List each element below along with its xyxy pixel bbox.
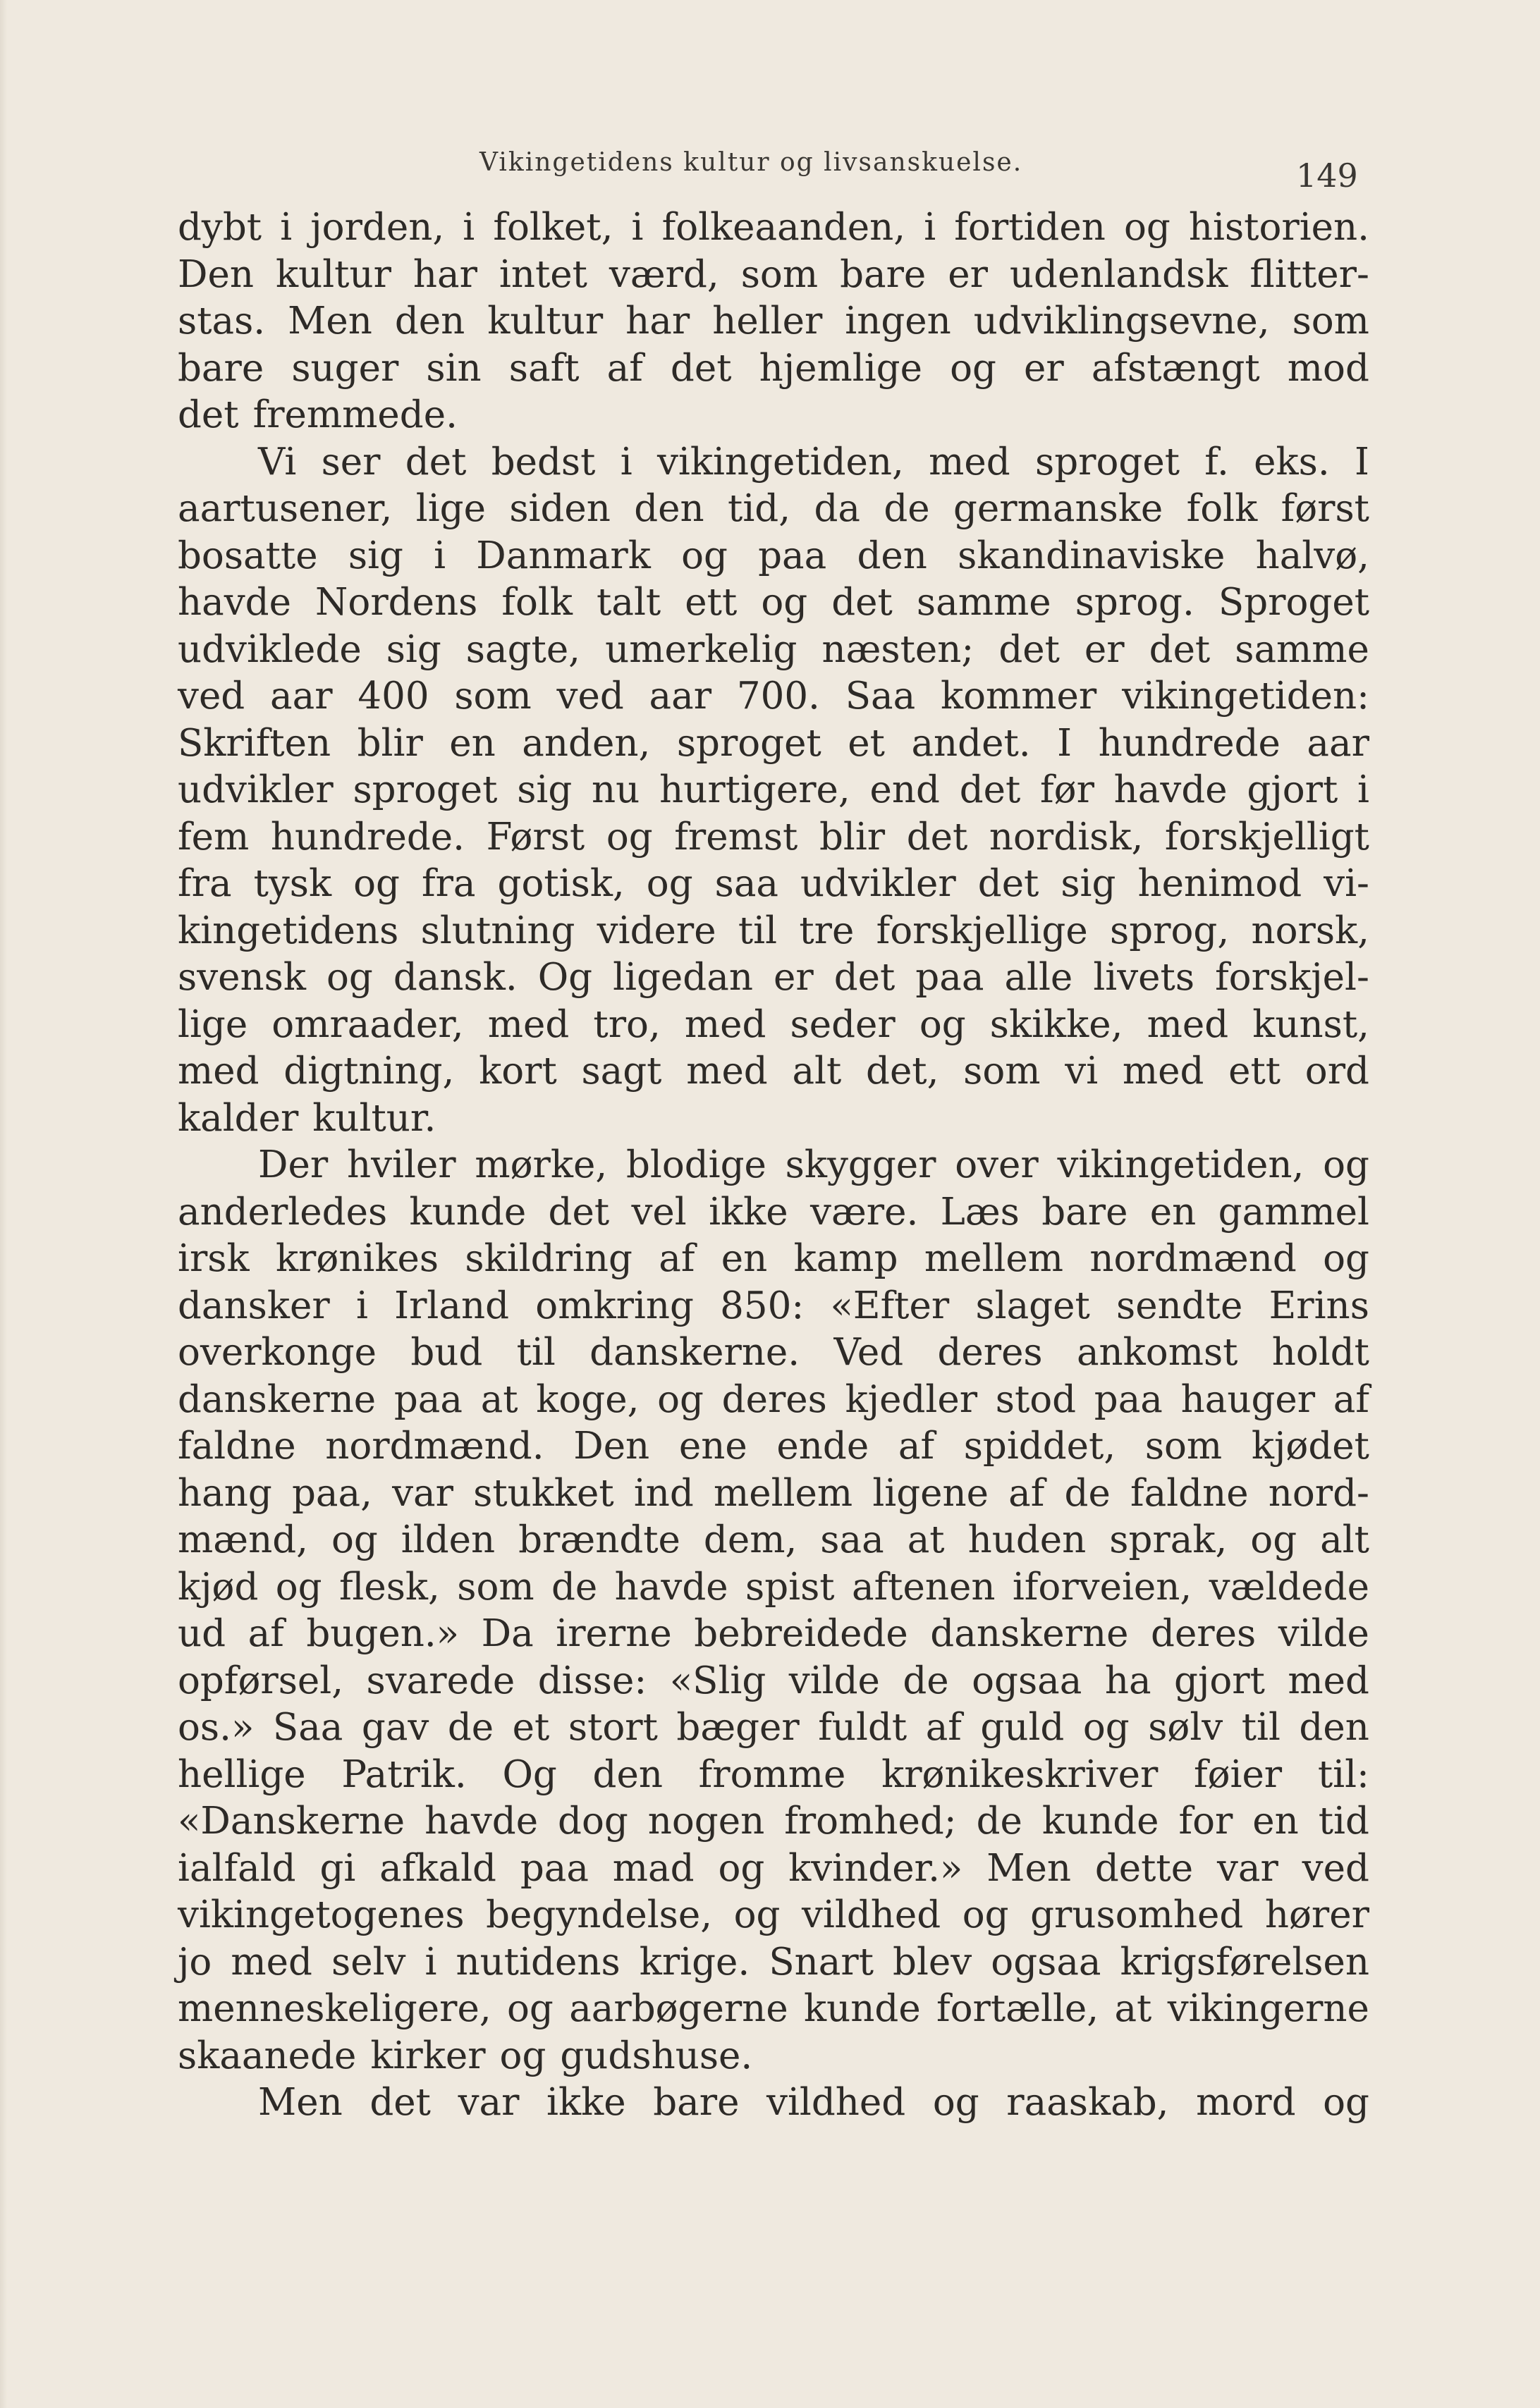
text-line: aartusener, lige siden den tid, da de germanske folk først bbox=[178, 487, 1369, 530]
paragraph bbox=[178, 204, 1369, 439]
text-line: irsk krønikes skildring af en kamp mellem nordmænd og bbox=[178, 1237, 1369, 1280]
text-line: faldne nordmænd. Den ene ende af spiddet, som kjødet bbox=[178, 1425, 1369, 1468]
text-line: anderledes kunde det vel ikke være. Læs bare en gammel bbox=[178, 1190, 1369, 1234]
text-line: mænd, og ilden brændte dem, saa at huden sprak, og alt bbox=[178, 1518, 1369, 1561]
text-line: stas. Men den kultur har heller ingen udviklingsevne, som bbox=[178, 300, 1369, 343]
text-line: menneskeligere, og aarbøgerne kunde fortælle, at vikingerne bbox=[178, 1987, 1369, 2030]
page-number: 149 bbox=[1296, 156, 1358, 195]
paragraph bbox=[178, 2080, 1369, 2127]
text-line: det fremmede. bbox=[178, 393, 458, 436]
text-line: skaanede kirker og gudshuse. bbox=[178, 2034, 753, 2077]
text-line: os.» Saa gav de et stort bæger fuldt af guld og sølv til den bbox=[178, 1706, 1369, 1749]
text-line: Der hviler mørke, blodige skygger over vikingetiden, og bbox=[258, 1143, 1369, 1186]
text-line: med digtning, kort sagt med alt det, som vi med ett ord bbox=[178, 1050, 1369, 1093]
text-line: kingetidens slutning videre til tre forskjellige sprog, norsk, bbox=[178, 909, 1369, 952]
paragraph bbox=[178, 439, 1369, 1143]
running-title: Vikingetidens kultur og livsanskuelse. bbox=[479, 148, 1023, 177]
text-line: lige omraader, med tro, med seder og skikke, med kunst, bbox=[178, 1002, 1369, 1046]
text-line: ved aar 400 som ved aar 700. Saa kommer vikingetiden: bbox=[178, 675, 1369, 718]
text-line: bosatte sig i Danmark og paa den skandinaviske halvø, bbox=[178, 534, 1369, 577]
text-line: hellige Patrik. Og den fromme krønikeskriver føier til: bbox=[178, 1752, 1369, 1796]
text-line: svensk og dansk. Og ligedan er det paa alle livets forskjel- bbox=[178, 956, 1369, 999]
body-text bbox=[178, 204, 1369, 2127]
text-line: havde Nordens folk talt ett og det samme sprog. Sproget bbox=[178, 581, 1369, 624]
text-line: overkonge bud til danskerne. Ved deres ankomst holdt bbox=[178, 1331, 1369, 1374]
text-line: udvikler sproget sig nu hurtigere, end det før havde gjort i bbox=[178, 768, 1369, 811]
text-line: Vi ser det bedst i vikingetiden, med sproget f. eks. I bbox=[258, 440, 1369, 484]
text-line: jo med selv i nutidens krige. Snart blev ogsaa krigsførelsen bbox=[178, 1940, 1369, 1984]
text-line: Den kultur har intet værd, som bare er udenlandsk flitter- bbox=[178, 252, 1369, 296]
text-line: fra tysk og fra gotisk, og saa udvikler det sig henimod vi- bbox=[178, 862, 1369, 905]
text-line: ud af bugen.» Da irerne bebreidede danskerne deres vilde bbox=[178, 1612, 1369, 1655]
text-line: udviklede sig sagte, umerkelig næsten; det er det samme bbox=[178, 627, 1369, 671]
text-line: kjød og flesk, som de havde spist aftenen iforveien, vældede bbox=[178, 1565, 1369, 1609]
text-line: opførsel, svarede disse: «Slig vilde de ogsaa ha gjort med bbox=[178, 1659, 1369, 1702]
paragraph bbox=[178, 1142, 1369, 2080]
text-line: vikingetogenes begyndelse, og vildhed og grusomhed hører bbox=[178, 1893, 1369, 1936]
text-line: danskerne paa at koge, og deres kjedler stod paa hauger af bbox=[178, 1377, 1369, 1421]
running-head bbox=[0, 148, 1540, 195]
text-line: fem hundrede. Først og fremst blir det nordisk, forskjelligt bbox=[178, 815, 1369, 859]
text-line: Skriften blir en anden, sproget et andet. I hundrede aar bbox=[178, 721, 1369, 765]
text-line: dansker i Irland omkring 850: «Efter slaget sendte Erins bbox=[178, 1284, 1369, 1327]
page-edge bbox=[0, 0, 7, 2408]
text-line: hang paa, var stukket ind mellem ligene af de faldne nord- bbox=[178, 1471, 1369, 1515]
text-line: «Danskerne havde dog nogen fromhed; de kunde for en tid bbox=[178, 1800, 1369, 1843]
text-line: Men det var ikke bare vildhed og raaskab, mord og bbox=[258, 2081, 1369, 2124]
text-line: ialfald gi afkald paa mad og kvinder.» Men dette var ved bbox=[178, 1846, 1369, 1890]
text-line: bare suger sin saft af det hjemlige og er afstængt mod bbox=[178, 346, 1369, 390]
text-line: dybt i jorden, i folket, i folkeaanden, i fortiden og historien. bbox=[178, 206, 1369, 249]
text-line: kalder kultur. bbox=[178, 1096, 436, 1140]
